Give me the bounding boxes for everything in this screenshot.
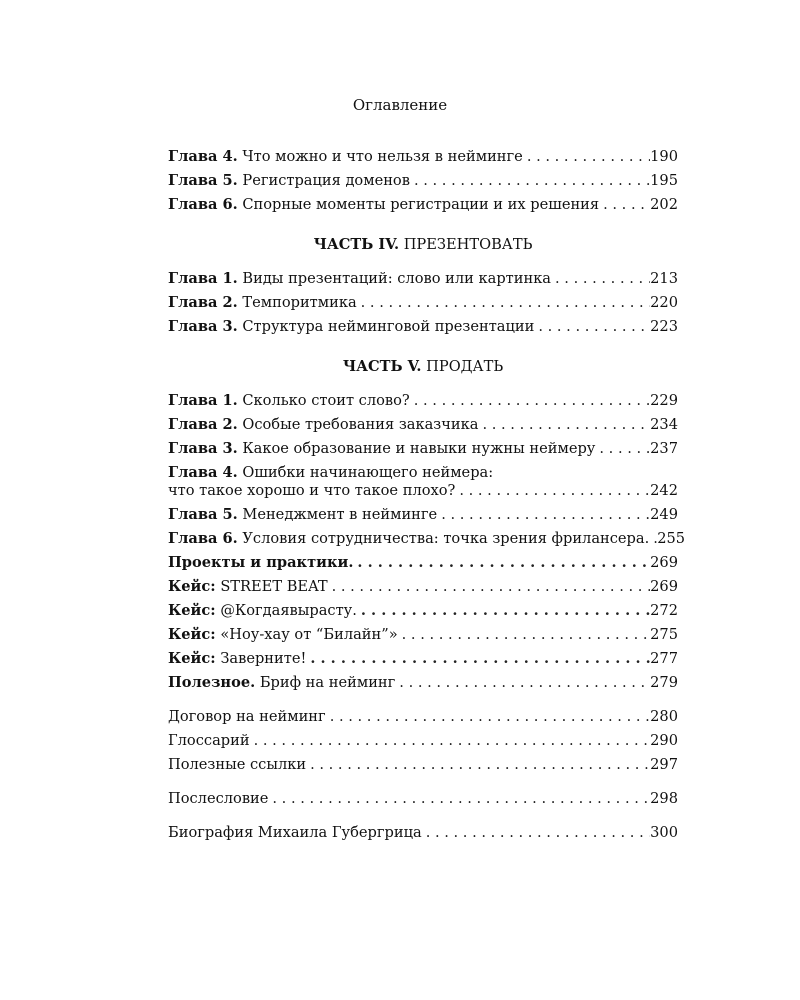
part-label: ЧАСТЬ IV.: [313, 236, 400, 253]
toc-entry[interactable]: [168, 790, 678, 808]
dot-leader: [410, 392, 650, 410]
entry-label: Глава 1.: [168, 270, 238, 287]
entry-title: Сколько стоит слово?: [242, 392, 410, 409]
dot-leader: [250, 732, 651, 750]
entry-label: Глава 6.: [168, 530, 238, 547]
entry-title-continued: что такое хорошо и что такое плохо?: [168, 482, 456, 499]
page-number: 277: [650, 650, 678, 667]
toc-group-afterword: [168, 790, 678, 808]
toc-entry[interactable]: [168, 294, 678, 312]
page-number: 220: [650, 294, 678, 311]
dot-leader: [422, 824, 650, 842]
entry-label: Кейс:: [168, 626, 216, 643]
entry-title: @Когдаявырасту.: [220, 602, 357, 619]
page-number: 190: [650, 148, 678, 165]
toc-entry[interactable]: [168, 732, 678, 750]
toc-entry[interactable]: [168, 708, 678, 726]
toc-entry[interactable]: [168, 626, 678, 644]
page-number: 249: [650, 506, 678, 523]
dot-leader: [306, 756, 650, 774]
entry-label: Глава 5.: [168, 506, 238, 523]
page-number: 275: [650, 626, 678, 643]
toc-entry[interactable]: [168, 172, 678, 190]
toc-entry[interactable]: [168, 416, 678, 434]
toc-group-appendix: [168, 708, 678, 774]
entry-title: Какое образование и навыки нужны неймеру: [242, 440, 596, 457]
page-number: 300: [650, 824, 678, 841]
dot-leader: [410, 172, 650, 190]
entry-label: Кейс:: [168, 602, 216, 619]
page-number: 280: [650, 708, 678, 725]
part-name: ПРОДАТЬ: [426, 358, 504, 375]
page-number: 255: [657, 530, 686, 547]
dot-leader: [437, 506, 650, 524]
part-heading[interactable]: [168, 358, 678, 376]
dot-leader: [328, 578, 651, 596]
entry-label: Кейс:: [168, 650, 216, 667]
entry-label: Глава 2.: [168, 294, 238, 311]
entry-label: Глава 4.: [168, 464, 238, 481]
entry-label: Кейс:: [168, 578, 216, 595]
table-of-contents: [168, 148, 686, 864]
dot-leader: [268, 790, 650, 808]
dot-leader: [478, 416, 650, 434]
toc-entry[interactable]: [168, 506, 678, 524]
part-name: ПРЕЗЕНТОВАТЬ: [403, 236, 533, 253]
dot-leader: [353, 554, 650, 572]
entry-title: Виды презентаций: слово или картинка: [242, 270, 552, 287]
entry-label: Глава 4.: [168, 148, 238, 165]
entry-title: Условия сотрудничества: точка зрения фрилансера.: [242, 530, 650, 547]
dot-leader: [455, 482, 650, 500]
entry-title: Что можно и что нельзя в нейминге: [242, 148, 523, 165]
toc-entry[interactable]: [168, 440, 678, 458]
toc-entry[interactable]: [168, 464, 678, 500]
toc-entry[interactable]: [168, 270, 678, 288]
entry-label: Глава 1.: [168, 392, 238, 409]
running-header: Оглавление: [352, 96, 448, 114]
entry-label: Глава 3.: [168, 318, 238, 335]
entry-title: Темпоритмика: [242, 294, 357, 311]
dot-leader: [357, 294, 650, 312]
toc-entry[interactable]: [168, 824, 678, 842]
dot-leader: [326, 708, 650, 726]
page-number: 279: [650, 674, 678, 691]
entry-title: Полезные ссылки: [168, 756, 307, 773]
toc-entry[interactable]: [168, 756, 678, 774]
part-label: ЧАСТЬ V.: [342, 358, 422, 375]
entry-label: Глава 5.: [168, 172, 238, 189]
entry-title: «Ноу-хау от “Билайн”»: [220, 626, 398, 643]
page-number: 290: [650, 732, 678, 749]
entry-label: Глава 3.: [168, 440, 238, 457]
entry-title: Заверните!: [220, 650, 307, 667]
toc-entry[interactable]: [168, 602, 678, 620]
toc-group-part-v: [168, 358, 686, 692]
dot-leader: [595, 440, 650, 458]
page-number: 242: [650, 482, 678, 499]
page-number: 213: [650, 270, 678, 287]
toc-entry[interactable]: [168, 318, 678, 336]
toc-entry[interactable]: [168, 650, 678, 668]
page-number: 297: [650, 756, 678, 773]
entry-title: Биография Михаила Губергрица: [168, 824, 422, 841]
page-number: 298: [650, 790, 678, 807]
page-number: 237: [650, 440, 678, 457]
page-number: 269: [650, 578, 678, 595]
dot-leader: [398, 626, 650, 644]
dot-leader: [551, 270, 650, 288]
entry-title: Регистрация доменов: [242, 172, 410, 189]
toc-entry[interactable]: [168, 196, 678, 214]
page-number: 269: [650, 554, 678, 571]
page-number: 229: [650, 392, 678, 409]
dot-leader: [599, 196, 650, 214]
dot-leader: [395, 674, 650, 692]
entry-label: Полезное.: [168, 674, 256, 691]
entry-title: Договор на нейминг: [168, 708, 326, 725]
page-number: 272: [650, 602, 678, 619]
entry-title: Глоссарий: [168, 732, 250, 749]
entry-title: Менеджмент в нейминге: [242, 506, 438, 523]
toc-group-part-iv: [168, 236, 678, 336]
dot-leader: [534, 318, 650, 336]
toc-group-chapters-part-iii: [168, 148, 678, 214]
entry-title: Послесловие: [168, 790, 269, 807]
page-number: 234: [650, 416, 678, 433]
toc-entry[interactable]: [168, 530, 686, 548]
entry-title: STREET BEAT: [220, 578, 328, 595]
entry-title: Спорные моменты регистрации и их решения: [242, 196, 600, 213]
entry-title: Ошибки начинающего неймера:: [242, 464, 494, 481]
entry-title: Бриф на нейминг: [259, 674, 396, 691]
toc-entry[interactable]: [168, 578, 678, 596]
entry-title: Особые требования заказчика: [242, 416, 479, 433]
entry-label: Проекты и практики.: [168, 554, 354, 571]
toc-entry[interactable]: [168, 392, 678, 410]
dot-leader: [357, 602, 650, 620]
entry-label: Глава 2.: [168, 416, 238, 433]
toc-entry[interactable]: [168, 148, 678, 166]
dot-leader: [649, 530, 657, 548]
part-heading[interactable]: [168, 236, 678, 254]
toc-group-biography: [168, 824, 678, 842]
toc-entry[interactable]: [168, 674, 678, 692]
page-number: 202: [650, 196, 678, 213]
entry-label: Глава 6.: [168, 196, 238, 213]
dot-leader: [523, 148, 650, 166]
toc-entry[interactable]: [168, 554, 678, 572]
page-number: 195: [650, 172, 678, 189]
dot-leader: [306, 650, 650, 668]
entry-title: Структура нейминговой презентации: [242, 318, 535, 335]
page-number: 223: [650, 318, 678, 335]
